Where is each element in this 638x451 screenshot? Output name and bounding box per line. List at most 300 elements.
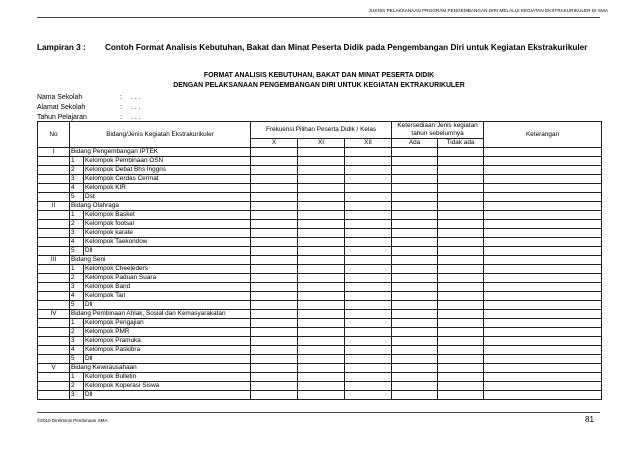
entry-cell[interactable] [392, 229, 438, 238]
header-divider [37, 17, 600, 18]
entry-cell[interactable] [251, 184, 298, 193]
item-number: 3 [70, 337, 84, 346]
entry-cell[interactable] [345, 346, 392, 355]
entry-cell[interactable] [392, 391, 438, 400]
entry-cell[interactable] [251, 274, 298, 283]
entry-cell[interactable] [392, 193, 438, 202]
entry-cell[interactable] [438, 355, 484, 364]
entry-cell[interactable] [392, 256, 438, 265]
item-label: Kelompok Band [84, 283, 251, 292]
page-number: 81 [585, 415, 594, 424]
entry-cell[interactable] [438, 373, 484, 382]
table-row [38, 391, 602, 400]
running-header: JUKNIS PELAKSANAAN PROGRAM PENGEMBANGAN DIRI MELALUI KEGIATAN EKSTRAKURIKULER DI SMA [368, 8, 608, 13]
blank-no-cell [38, 373, 70, 382]
item-number: 4 [70, 346, 84, 355]
entry-cell[interactable] [438, 301, 484, 310]
entry-cell[interactable] [251, 364, 298, 373]
item-label: Kelompok Basket [84, 211, 251, 220]
blank-no-cell [38, 355, 70, 364]
entry-cell[interactable] [392, 328, 438, 337]
entry-cell[interactable] [484, 310, 602, 319]
entry-cell[interactable] [251, 238, 298, 247]
item-label: Kelompok PMR [84, 328, 251, 337]
entry-cell[interactable] [438, 382, 484, 391]
entry-cell[interactable] [438, 202, 484, 211]
entry-cell[interactable] [484, 148, 602, 157]
entry-cell[interactable] [392, 211, 438, 220]
entry-cell[interactable] [438, 238, 484, 247]
group-title: Bidang Kewirausahaan [70, 364, 251, 373]
table-row [38, 373, 602, 382]
header-keterangan: Keterangan [484, 122, 602, 148]
entry-cell[interactable] [438, 229, 484, 238]
entry-cell[interactable] [438, 292, 484, 301]
entry-cell[interactable] [251, 166, 298, 175]
entry-cell[interactable] [345, 319, 392, 328]
table-row [38, 337, 602, 346]
entry-cell[interactable] [345, 391, 392, 400]
entry-cell[interactable] [345, 202, 392, 211]
entry-cell[interactable] [484, 283, 602, 292]
entry-cell[interactable] [251, 256, 298, 265]
blank-no-cell [38, 301, 70, 310]
entry-cell[interactable] [345, 229, 392, 238]
entry-cell[interactable] [345, 301, 392, 310]
item-label: Kelompok Tari [84, 292, 251, 301]
entry-cell[interactable] [392, 166, 438, 175]
lampiran-text: Contoh Format Analisis Kebutuhan, Bakat dan Minat Peserta Didik pada Pengembangan Diri untuk Kegiatan Ekstrakurikuler [105, 43, 588, 52]
table-row [38, 220, 602, 229]
blank-no-cell [38, 382, 70, 391]
table-row [38, 355, 602, 364]
entry-cell[interactable] [438, 319, 484, 328]
header-no: No [38, 122, 70, 148]
table-row [38, 319, 602, 328]
entry-cell[interactable] [484, 382, 602, 391]
entry-cell[interactable] [484, 238, 602, 247]
entry-cell[interactable] [484, 166, 602, 175]
identity-value: . . . [131, 104, 141, 111]
entry-cell[interactable] [298, 337, 345, 346]
entry-cell[interactable] [251, 382, 298, 391]
entry-cell[interactable] [345, 274, 392, 283]
entry-cell[interactable] [392, 355, 438, 364]
entry-cell[interactable] [438, 274, 484, 283]
group-row [38, 310, 602, 319]
identity-colon: : [120, 114, 122, 121]
group-title: Bidang Olahraga [70, 202, 251, 211]
header-tidak-ada: Tidak ada [438, 139, 484, 148]
form-title-line-2: DENGAN PELAKSANAAN PENGEMBANGAN DIRI UNTUK KEGIATAN EKTRAKURIKULER [173, 82, 465, 89]
entry-cell[interactable] [484, 328, 602, 337]
item-label: Dll [84, 301, 251, 310]
entry-cell[interactable] [392, 292, 438, 301]
item-label: Kelompok KIR [84, 184, 251, 193]
entry-cell[interactable] [392, 265, 438, 274]
header-ada: Ada [392, 139, 438, 148]
identity-colon: : [120, 94, 122, 101]
entry-cell[interactable] [298, 274, 345, 283]
entry-cell[interactable] [392, 364, 438, 373]
identity-school-name [37, 94, 141, 101]
entry-cell[interactable] [251, 220, 298, 229]
group-number: IV [38, 310, 70, 319]
entry-cell[interactable] [345, 256, 392, 265]
identity-value: . . . [131, 114, 141, 121]
table-row [38, 328, 602, 337]
entry-cell[interactable] [484, 157, 602, 166]
table-row [38, 283, 602, 292]
entry-cell[interactable] [392, 220, 438, 229]
entry-cell[interactable] [251, 391, 298, 400]
entry-cell[interactable] [298, 256, 345, 265]
entry-cell[interactable] [392, 346, 438, 355]
entry-cell[interactable] [298, 373, 345, 382]
item-number: 2 [70, 382, 84, 391]
entry-cell[interactable] [298, 220, 345, 229]
entry-cell[interactable] [438, 328, 484, 337]
entry-cell[interactable] [298, 175, 345, 184]
header-kelas-x: X [251, 139, 298, 148]
blank-no-cell [38, 184, 70, 193]
entry-cell[interactable] [438, 283, 484, 292]
entry-cell[interactable] [392, 274, 438, 283]
entry-cell[interactable] [298, 265, 345, 274]
header-kelas-xi: XI [298, 139, 345, 148]
header-frekuensi: Frekuensi Pilihan Peserta Didik / Kelas [251, 122, 392, 139]
entry-cell[interactable] [251, 337, 298, 346]
entry-cell[interactable] [392, 238, 438, 247]
entry-cell[interactable] [392, 202, 438, 211]
entry-cell[interactable] [251, 148, 298, 157]
table-row [38, 193, 602, 202]
entry-cell[interactable] [345, 193, 392, 202]
identity-colon: : [120, 104, 122, 111]
blank-no-cell [38, 229, 70, 238]
table-row [38, 265, 602, 274]
entry-cell[interactable] [298, 346, 345, 355]
entry-cell[interactable] [298, 382, 345, 391]
entry-cell[interactable] [345, 364, 392, 373]
entry-cell[interactable] [392, 382, 438, 391]
entry-cell[interactable] [298, 319, 345, 328]
group-title: Bidang Pengembangan IPTEK [70, 148, 251, 157]
entry-cell[interactable] [345, 211, 392, 220]
entry-cell[interactable] [484, 175, 602, 184]
header-ketersediaan: Ketersediaan Jenis kegiatan tahun sebelumnya [392, 122, 484, 139]
entry-cell[interactable] [251, 211, 298, 220]
entry-cell[interactable] [251, 193, 298, 202]
entry-cell[interactable] [484, 211, 602, 220]
entry-cell[interactable] [484, 319, 602, 328]
entry-cell[interactable] [251, 310, 298, 319]
table-row [38, 175, 602, 184]
item-label: Kelompok Koperasi Siswa [84, 382, 251, 391]
item-label: Dll [84, 355, 251, 364]
entry-cell[interactable] [298, 202, 345, 211]
entry-cell[interactable] [298, 184, 345, 193]
entry-cell[interactable] [345, 265, 392, 274]
header-kelas-xii: XII [345, 139, 392, 148]
entry-cell[interactable] [298, 157, 345, 166]
entry-cell[interactable] [484, 247, 602, 256]
entry-cell[interactable] [392, 184, 438, 193]
group-number: V [38, 364, 70, 373]
entry-cell[interactable] [484, 391, 602, 400]
entry-cell[interactable] [392, 148, 438, 157]
entry-cell[interactable] [438, 364, 484, 373]
blank-no-cell [38, 238, 70, 247]
entry-cell[interactable] [251, 202, 298, 211]
entry-cell[interactable] [298, 247, 345, 256]
entry-cell[interactable] [345, 157, 392, 166]
item-label: Kelompok karate [84, 229, 251, 238]
item-label: Dll [84, 391, 251, 400]
entry-cell[interactable] [438, 310, 484, 319]
analysis-table [37, 121, 602, 400]
entry-cell[interactable] [251, 229, 298, 238]
entry-cell[interactable] [484, 346, 602, 355]
item-label: Kelompok Taekondow [84, 238, 251, 247]
identity-school-address [37, 104, 141, 111]
entry-cell[interactable] [484, 373, 602, 382]
entry-cell[interactable] [251, 328, 298, 337]
blank-no-cell [38, 346, 70, 355]
entry-cell[interactable] [298, 310, 345, 319]
item-number: 2 [70, 220, 84, 229]
entry-cell[interactable] [251, 175, 298, 184]
entry-cell[interactable] [345, 220, 392, 229]
blank-no-cell [38, 247, 70, 256]
identity-label: Alamat Sekolah [37, 104, 86, 111]
entry-cell[interactable] [251, 355, 298, 364]
entry-cell[interactable] [251, 319, 298, 328]
item-label: Kelompok Paskibra [84, 346, 251, 355]
entry-cell[interactable] [251, 292, 298, 301]
entry-cell[interactable] [345, 184, 392, 193]
entry-cell[interactable] [298, 166, 345, 175]
entry-cell[interactable] [298, 193, 345, 202]
item-number: 2 [70, 166, 84, 175]
item-label: Kelompok footsal [84, 220, 251, 229]
entry-cell[interactable] [438, 157, 484, 166]
entry-cell[interactable] [484, 220, 602, 229]
entry-cell[interactable] [438, 247, 484, 256]
item-label: Kelompok Bulletin [84, 373, 251, 382]
entry-cell[interactable] [438, 256, 484, 265]
entry-cell[interactable] [251, 157, 298, 166]
item-number: 2 [70, 328, 84, 337]
group-number: I [38, 148, 70, 157]
table-row [38, 292, 602, 301]
entry-cell[interactable] [298, 283, 345, 292]
entry-cell[interactable] [392, 283, 438, 292]
entry-cell[interactable] [392, 175, 438, 184]
form-title-line-1: FORMAT ANALISIS KEBUTUHAN, BAKAT DAN MINAT PESERTA DIDIK [203, 72, 435, 79]
group-row [38, 202, 602, 211]
table-row [38, 238, 602, 247]
blank-no-cell [38, 211, 70, 220]
entry-cell[interactable] [298, 364, 345, 373]
lampiran-label: Lampiran 3 : [37, 43, 86, 52]
table-row [38, 166, 602, 175]
entry-cell[interactable] [251, 283, 298, 292]
header-bidang: Bidang/Jenis Kegiatan Ekstrakurikuler [70, 122, 251, 148]
footer-divider [37, 412, 600, 413]
entry-cell[interactable] [484, 292, 602, 301]
entry-cell[interactable] [438, 193, 484, 202]
entry-cell[interactable] [438, 148, 484, 157]
entry-cell[interactable] [345, 283, 392, 292]
blank-no-cell [38, 337, 70, 346]
identity-academic-year [37, 114, 141, 121]
entry-cell[interactable] [345, 247, 392, 256]
entry-cell[interactable] [345, 337, 392, 346]
entry-cell[interactable] [438, 166, 484, 175]
entry-cell[interactable] [345, 355, 392, 364]
entry-cell[interactable] [251, 265, 298, 274]
entry-cell[interactable] [484, 202, 602, 211]
item-number: 1 [70, 265, 84, 274]
group-title: Bidang Seni [70, 256, 251, 265]
blank-no-cell [38, 283, 70, 292]
entry-cell[interactable] [484, 355, 602, 364]
entry-cell[interactable] [438, 337, 484, 346]
entry-cell[interactable] [392, 373, 438, 382]
entry-cell[interactable] [484, 301, 602, 310]
group-row [38, 256, 602, 265]
item-number: 1 [70, 211, 84, 220]
table-row [38, 274, 602, 283]
group-number: II [38, 202, 70, 211]
blank-no-cell [38, 175, 70, 184]
entry-cell[interactable] [392, 301, 438, 310]
entry-cell[interactable] [298, 328, 345, 337]
footer-copyright: ©2010 Direktorat Pembinaan SMA [37, 418, 108, 423]
entry-cell[interactable] [298, 391, 345, 400]
item-number: 4 [70, 292, 84, 301]
entry-cell[interactable] [298, 211, 345, 220]
entry-cell[interactable] [251, 247, 298, 256]
item-number: 5 [70, 247, 84, 256]
entry-cell[interactable] [298, 301, 345, 310]
group-title: Bidang Pembinaan Ahlak, Sosial dan Kemasyarakatan [70, 310, 251, 319]
item-number: 4 [70, 184, 84, 193]
item-label: Dst [84, 193, 251, 202]
entry-cell[interactable] [345, 175, 392, 184]
entry-cell[interactable] [484, 364, 602, 373]
blank-no-cell [38, 220, 70, 229]
item-number: 3 [70, 229, 84, 238]
entry-cell[interactable] [438, 220, 484, 229]
entry-cell[interactable] [484, 337, 602, 346]
entry-cell[interactable] [251, 373, 298, 382]
group-row [38, 148, 602, 157]
entry-cell[interactable] [484, 256, 602, 265]
entry-cell[interactable] [298, 229, 345, 238]
item-label: Kelompok Cheeleders [84, 265, 251, 274]
entry-cell[interactable] [484, 274, 602, 283]
entry-cell[interactable] [392, 247, 438, 256]
entry-cell[interactable] [392, 157, 438, 166]
table-row [38, 247, 602, 256]
item-number: 3 [70, 175, 84, 184]
item-label: Kelompok Debat Bhs Inggris [84, 166, 251, 175]
item-label: Kelompok Pembinaan OSN [84, 157, 251, 166]
entry-cell[interactable] [438, 346, 484, 355]
table-row [38, 346, 602, 355]
entry-cell[interactable] [438, 265, 484, 274]
item-label: Kelompok Paduan Suara [84, 274, 251, 283]
entry-cell[interactable] [345, 292, 392, 301]
identity-label: Nama Sekolah [37, 94, 83, 101]
item-number: 4 [70, 238, 84, 247]
entry-cell[interactable] [298, 148, 345, 157]
item-number: 5 [70, 301, 84, 310]
entry-cell[interactable] [251, 346, 298, 355]
item-label: Kelompok Cerdas Cermat [84, 175, 251, 184]
item-number: 2 [70, 274, 84, 283]
blank-no-cell [38, 193, 70, 202]
entry-cell[interactable] [345, 328, 392, 337]
table-row [38, 382, 602, 391]
entry-cell[interactable] [484, 229, 602, 238]
blank-no-cell [38, 157, 70, 166]
table-row [38, 211, 602, 220]
group-row [38, 364, 602, 373]
item-number: 1 [70, 373, 84, 382]
entry-cell[interactable] [484, 193, 602, 202]
entry-cell[interactable] [345, 310, 392, 319]
table-row [38, 157, 602, 166]
entry-cell[interactable] [251, 301, 298, 310]
item-number: 5 [70, 355, 84, 364]
blank-no-cell [38, 328, 70, 337]
entry-cell[interactable] [438, 175, 484, 184]
item-label: Kelompok Pramuka [84, 337, 251, 346]
item-number: 3 [70, 283, 84, 292]
blank-no-cell [38, 265, 70, 274]
entry-cell[interactable] [438, 391, 484, 400]
entry-cell[interactable] [438, 184, 484, 193]
entry-cell[interactable] [484, 265, 602, 274]
entry-cell[interactable] [345, 382, 392, 391]
entry-cell[interactable] [392, 319, 438, 328]
entry-cell[interactable] [345, 166, 392, 175]
entry-cell[interactable] [298, 355, 345, 364]
group-number: III [38, 256, 70, 265]
entry-cell[interactable] [392, 310, 438, 319]
item-number: 5 [70, 193, 84, 202]
blank-no-cell [38, 391, 70, 400]
item-number: 1 [70, 157, 84, 166]
entry-cell[interactable] [298, 238, 345, 247]
item-label: Dll [84, 247, 251, 256]
entry-cell[interactable] [392, 337, 438, 346]
entry-cell[interactable] [298, 292, 345, 301]
item-number: 3 [70, 391, 84, 400]
table-body [38, 148, 602, 400]
entry-cell[interactable] [438, 211, 484, 220]
entry-cell[interactable] [345, 148, 392, 157]
item-number: 1 [70, 319, 84, 328]
entry-cell[interactable] [345, 373, 392, 382]
entry-cell[interactable] [345, 238, 392, 247]
table-row [38, 301, 602, 310]
entry-cell[interactable] [484, 184, 602, 193]
table-row [38, 184, 602, 193]
